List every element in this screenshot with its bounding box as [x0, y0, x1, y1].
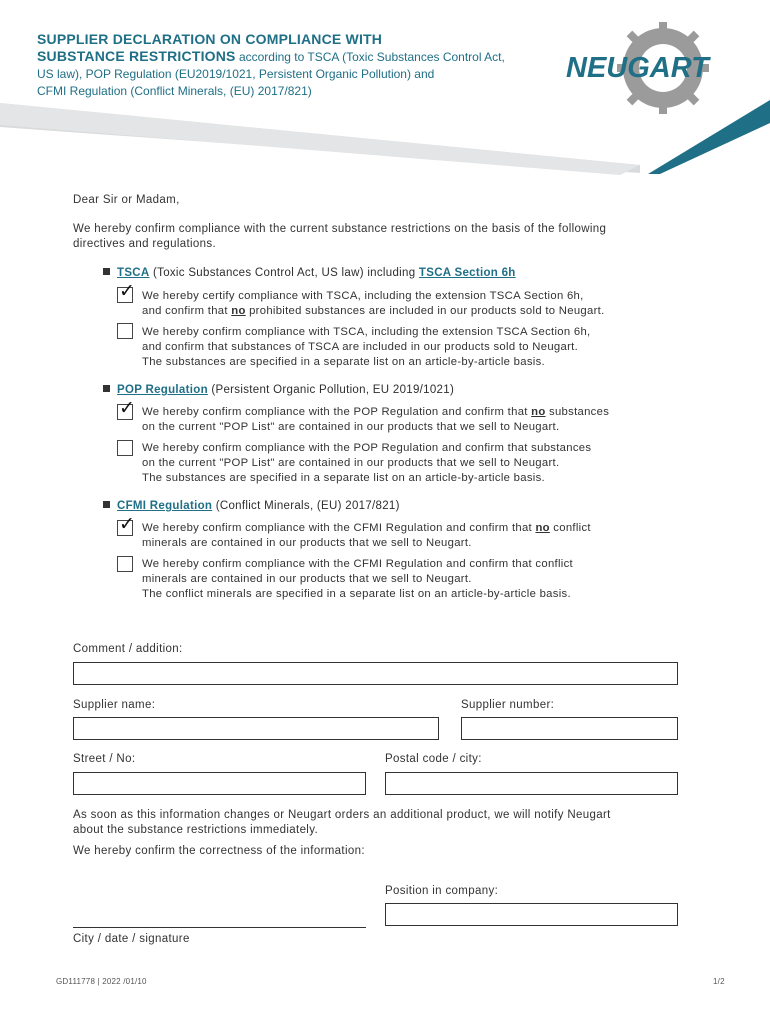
cfmi-option2-line1: We hereby confirm compliance with the CFMI Regulation and confirm that conflict: [142, 558, 573, 570]
page-title-line4: CFMI Regulation (Conflict Minerals, (EU) 2017/821): [37, 84, 312, 98]
cfmi-option2-text: [142, 557, 573, 602]
signature-line[interactable]: [73, 927, 366, 928]
pop-option1-checkbox[interactable]: [117, 398, 135, 420]
bullet-icon: [103, 268, 110, 275]
section-cfmi-heading: [103, 500, 400, 512]
postal-city-input[interactable]: [385, 772, 678, 795]
street-label: Street / No:: [73, 753, 136, 765]
pop-option1-line2: on the current "POP List" are contained in our products that we sell to Neugart.: [142, 421, 560, 433]
tsca-option2-checkbox[interactable]: [117, 323, 133, 339]
checkmark-icon: ✓: [119, 398, 135, 419]
comment-label: Comment / addition:: [73, 643, 183, 655]
postal-label: Postal code / city:: [385, 753, 482, 765]
section-pop-heading: [103, 384, 454, 396]
pop-heading-text: (Persistent Organic Pollution, EU 2019/1021): [207, 384, 455, 396]
pop-option2-line3: The substances are specified in a separate list on an article-by-article basis.: [142, 472, 545, 484]
notice-line1: As soon as this information changes or Neugart orders an additional product, we will notify Neugart: [73, 809, 611, 821]
tsca-option1-text: [142, 289, 605, 319]
tsca-option2-text: [142, 325, 590, 370]
cfmi-option1-checkbox[interactable]: [117, 514, 135, 536]
tsca-option2-line3: The substances are specified in a separate list on an article-by-article basis.: [142, 356, 545, 368]
footer-doc-id: GD111778 | 2022 /01/10: [56, 977, 147, 986]
position-input[interactable]: [385, 903, 678, 926]
notice-line2: about the substance restrictions immediately.: [73, 824, 319, 836]
comment-input[interactable]: [73, 662, 678, 685]
cfmi-option2-checkbox[interactable]: [117, 556, 133, 572]
page-title-line1: SUPPLIER DECLARATION ON COMPLIANCE WITH: [37, 31, 383, 47]
cfmi-regulation-link[interactable]: CFMI Regulation: [117, 500, 213, 512]
intro-line1: We hereby confirm compliance with the current substance restrictions on the basis of the following: [73, 223, 607, 235]
cfmi-option1-line1: [142, 521, 591, 536]
pop-option1-text: [142, 405, 609, 435]
emphasis-no: no: [231, 305, 246, 317]
supplier-number-label: Supplier number:: [461, 699, 555, 711]
pop-option2-line2: on the current "POP List" are contained in our products that we sell to Neugart.: [142, 457, 560, 469]
tsca-option2-line2: and confirm that substances of TSCA are included in our products sold to Neugart.: [142, 341, 579, 353]
confirm-text: We hereby confirm the correctness of the information:: [73, 845, 365, 857]
street-input[interactable]: [73, 772, 366, 795]
footer-page-number: 1/2: [713, 977, 725, 986]
pop-option2-line1: We hereby confirm compliance with the POP Regulation and confirm that substances: [142, 442, 592, 454]
salutation: Dear Sir or Madam,: [73, 194, 180, 206]
tsca-link[interactable]: TSCA: [117, 267, 150, 279]
checkmark-icon: ✓: [119, 514, 135, 535]
cfmi-option1-line2: minerals are contained in our products that we sell to Neugart.: [142, 537, 472, 549]
cfmi-heading-text: (Conflict Minerals, (EU) 2017/821): [212, 500, 400, 512]
text-part: conflict: [549, 522, 591, 534]
section-tsca-heading: [103, 267, 516, 279]
cfmi-option2-line3: The conflict minerals are specified in a separate list on an article-by-article basis.: [142, 588, 571, 600]
position-label: Position in company:: [385, 885, 499, 897]
supplier-name-input[interactable]: [73, 717, 439, 740]
tsca-section-6h-link[interactable]: TSCA Section 6h: [418, 267, 516, 279]
tsca-heading-text: (Toxic Substances Control Act, US law) including: [149, 267, 419, 279]
pop-option1-line1: [142, 405, 609, 420]
text-part: substances: [545, 406, 610, 418]
emphasis-no: no: [535, 522, 550, 534]
tsca-option1-checkbox[interactable]: [117, 281, 135, 303]
supplier-name-label: Supplier name:: [73, 699, 156, 711]
text-part: and confirm that: [142, 305, 232, 317]
emphasis-no: no: [531, 406, 546, 418]
bullet-icon: [103, 501, 110, 508]
intro-line2: directives and regulations.: [73, 238, 217, 250]
title-bold-part: SUBSTANCE RESTRICTIONS: [37, 48, 236, 64]
logo-text: NEUGART: [566, 52, 709, 84]
tsca-option1-line1: We hereby certify compliance with TSCA, including the extension TSCA Section 6h,: [142, 290, 584, 302]
cfmi-option2-line2: minerals are contained in our products that we sell to Neugart.: [142, 573, 472, 585]
supplier-number-input[interactable]: [461, 717, 678, 740]
checkmark-icon: ✓: [119, 281, 135, 302]
text-part: We hereby confirm compliance with the POP Regulation and confirm that: [142, 406, 532, 418]
pop-regulation-link[interactable]: POP Regulation: [117, 384, 208, 396]
page-title-line3: US law), POP Regulation (EU2019/1021, Persistent Organic Pollution) and: [37, 67, 435, 81]
signature-label: City / date / signature: [73, 933, 190, 945]
cfmi-option1-text: [142, 521, 591, 551]
neugart-logo: [562, 22, 732, 114]
pop-option2-checkbox[interactable]: [117, 440, 133, 456]
tsca-option1-line2: [142, 304, 605, 319]
text-part: prohibited substances are included in our products sold to Neugart.: [245, 305, 605, 317]
page-title-line2: [37, 48, 505, 66]
text-part: We hereby confirm compliance with the CFMI Regulation and confirm that: [142, 522, 536, 534]
pop-option2-text: [142, 441, 591, 486]
title-regular-part: according to TSCA (Toxic Substances Control Act,: [235, 50, 505, 64]
bullet-icon: [103, 385, 110, 392]
tsca-option2-line1: We hereby confirm compliance with TSCA, including the extension TSCA Section 6h,: [142, 326, 591, 338]
